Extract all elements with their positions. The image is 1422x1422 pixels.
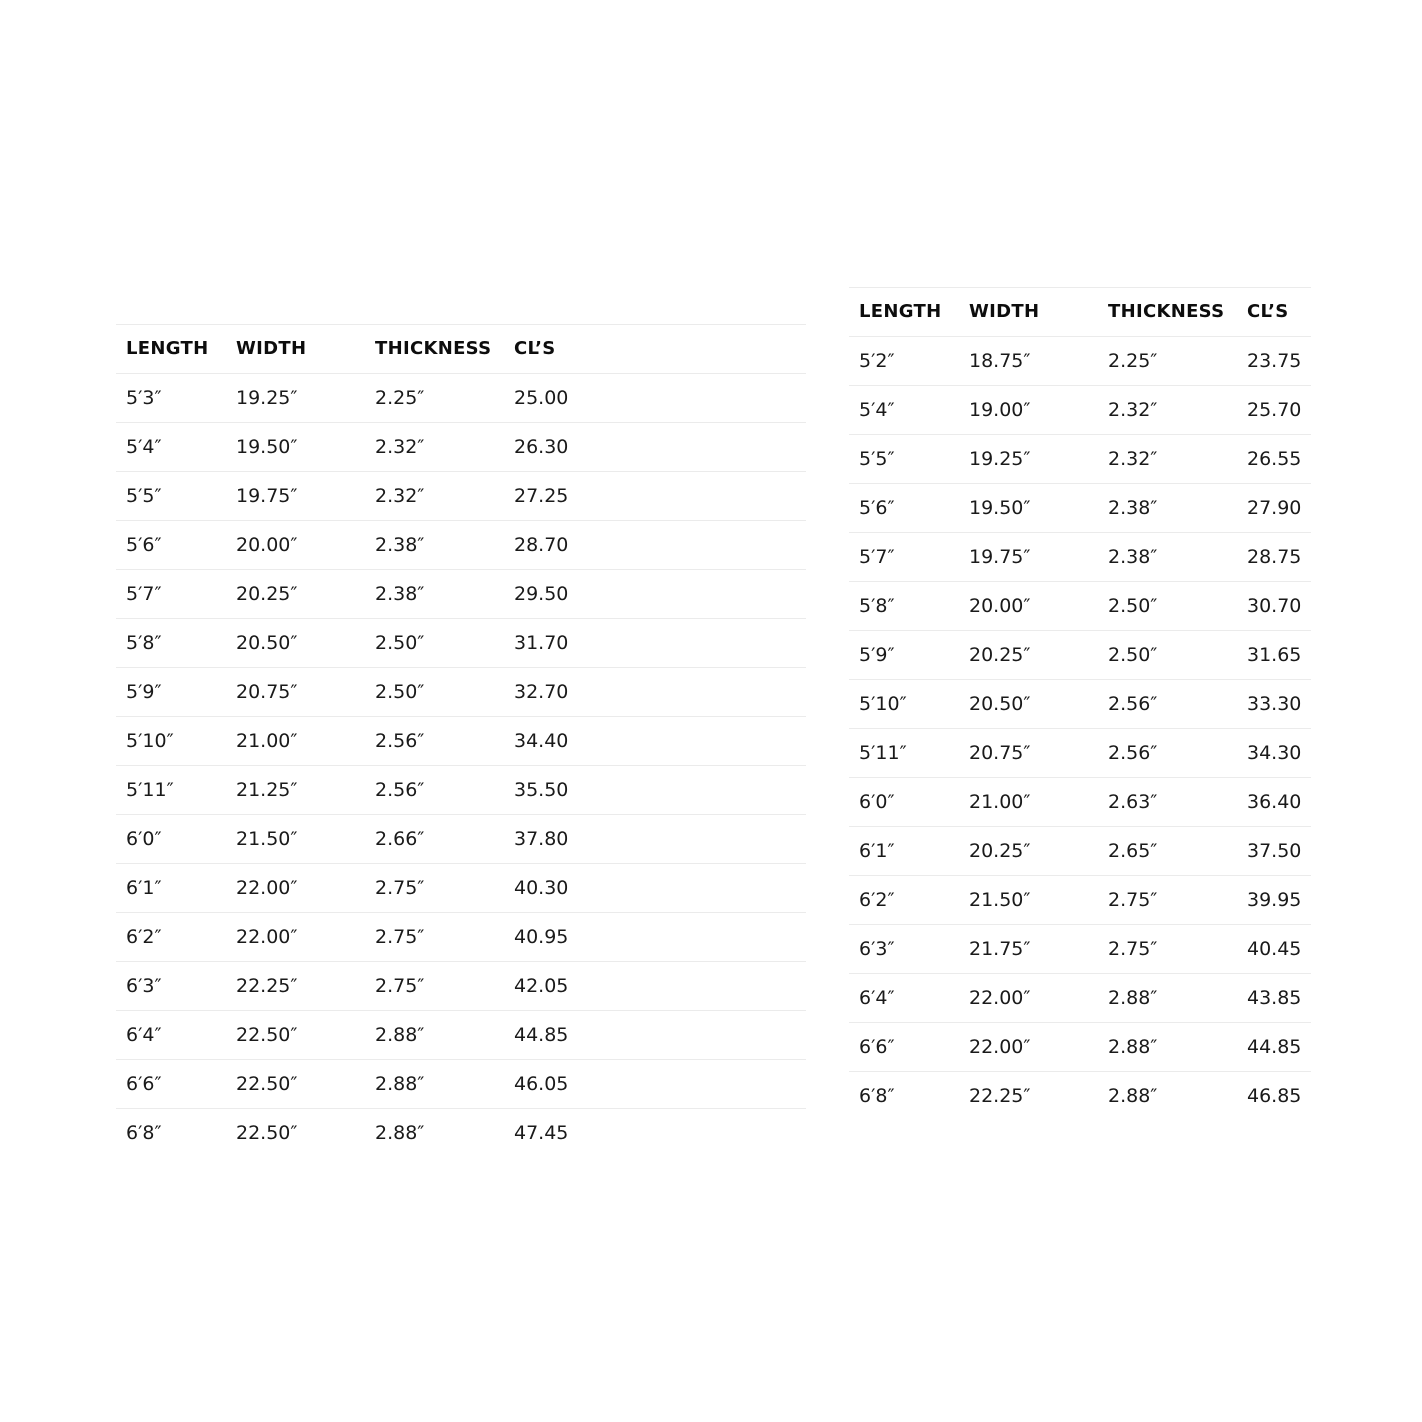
cell-cls: 25.70 xyxy=(1237,386,1311,435)
cell-cls: 46.85 xyxy=(1237,1072,1311,1121)
cell-cls: 29.50 xyxy=(504,570,806,619)
cell-width: 19.25″ xyxy=(959,435,1098,484)
cell-width: 20.50″ xyxy=(959,680,1098,729)
cell-width: 19.50″ xyxy=(959,484,1098,533)
cell-cls: 30.70 xyxy=(1237,582,1311,631)
cell-cls: 28.75 xyxy=(1237,533,1311,582)
cell-cls: 39.95 xyxy=(1237,876,1311,925)
cell-cls: 32.70 xyxy=(504,668,806,717)
cell-cls: 36.40 xyxy=(1237,778,1311,827)
cell-length: 6′6″ xyxy=(849,1023,959,1072)
cell-width: 22.25″ xyxy=(959,1072,1098,1121)
cell-length: 6′4″ xyxy=(849,974,959,1023)
cell-length: 5′6″ xyxy=(849,484,959,533)
cell-width: 20.75″ xyxy=(959,729,1098,778)
table-row xyxy=(116,962,806,1011)
cell-cls: 43.85 xyxy=(1237,974,1311,1023)
column-header-thickness: THICKNESS xyxy=(365,325,504,374)
cell-length: 5′4″ xyxy=(849,386,959,435)
cell-width: 22.50″ xyxy=(226,1109,365,1158)
cell-width: 21.25″ xyxy=(226,766,365,815)
cell-thickness: 2.38″ xyxy=(365,521,504,570)
cell-thickness: 2.75″ xyxy=(365,962,504,1011)
cell-thickness: 2.32″ xyxy=(1098,386,1237,435)
table-row xyxy=(116,423,806,472)
cell-cls: 42.05 xyxy=(504,962,806,1011)
cell-cls: 31.70 xyxy=(504,619,806,668)
cell-length: 5′3″ xyxy=(116,374,226,423)
cell-length: 6′4″ xyxy=(116,1011,226,1060)
cell-length: 6′0″ xyxy=(849,778,959,827)
cell-length: 5′7″ xyxy=(849,533,959,582)
table-row xyxy=(849,925,1311,974)
cell-length: 6′0″ xyxy=(116,815,226,864)
table-row xyxy=(849,386,1311,435)
table-row xyxy=(849,1023,1311,1072)
table-row xyxy=(116,766,806,815)
cell-width: 21.00″ xyxy=(226,717,365,766)
column-header-width: WIDTH xyxy=(959,288,1098,337)
cell-length: 6′3″ xyxy=(116,962,226,1011)
cell-length: 5′2″ xyxy=(849,337,959,386)
table-row xyxy=(116,521,806,570)
cell-width: 21.00″ xyxy=(959,778,1098,827)
table-row xyxy=(116,374,806,423)
table-row xyxy=(849,876,1311,925)
cell-cls: 40.45 xyxy=(1237,925,1311,974)
table-row xyxy=(116,1060,806,1109)
table-row xyxy=(849,827,1311,876)
cell-width: 19.25″ xyxy=(226,374,365,423)
cell-width: 22.25″ xyxy=(226,962,365,1011)
cell-thickness: 2.50″ xyxy=(365,668,504,717)
cell-thickness: 2.32″ xyxy=(365,472,504,521)
cell-width: 20.50″ xyxy=(226,619,365,668)
cell-length: 6′1″ xyxy=(116,864,226,913)
cell-thickness: 2.25″ xyxy=(365,374,504,423)
cell-thickness: 2.66″ xyxy=(365,815,504,864)
cell-thickness: 2.25″ xyxy=(1098,337,1237,386)
column-header-length: LENGTH xyxy=(849,288,959,337)
cell-width: 20.25″ xyxy=(959,827,1098,876)
cell-thickness: 2.63″ xyxy=(1098,778,1237,827)
cell-length: 5′4″ xyxy=(116,423,226,472)
table-row xyxy=(116,815,806,864)
cell-thickness: 2.38″ xyxy=(1098,484,1237,533)
cell-cls: 26.30 xyxy=(504,423,806,472)
cell-length: 5′9″ xyxy=(116,668,226,717)
cell-thickness: 2.88″ xyxy=(365,1060,504,1109)
cell-length: 6′8″ xyxy=(116,1109,226,1158)
cell-width: 19.75″ xyxy=(959,533,1098,582)
cell-thickness: 2.75″ xyxy=(365,913,504,962)
cell-length: 6′1″ xyxy=(849,827,959,876)
column-header-thickness: THICKNESS xyxy=(1098,288,1237,337)
table-row xyxy=(849,778,1311,827)
cell-thickness: 2.56″ xyxy=(365,717,504,766)
table-row xyxy=(116,619,806,668)
cell-width: 19.75″ xyxy=(226,472,365,521)
cell-length: 5′10″ xyxy=(849,680,959,729)
cell-length: 5′6″ xyxy=(116,521,226,570)
table-header-row xyxy=(116,325,806,374)
cell-thickness: 2.50″ xyxy=(365,619,504,668)
cell-width: 22.50″ xyxy=(226,1060,365,1109)
cell-width: 21.50″ xyxy=(959,876,1098,925)
cell-length: 5′7″ xyxy=(116,570,226,619)
cell-cls: 35.50 xyxy=(504,766,806,815)
table-row xyxy=(116,668,806,717)
cell-thickness: 2.38″ xyxy=(365,570,504,619)
cell-cls: 31.65 xyxy=(1237,631,1311,680)
table-row xyxy=(116,913,806,962)
size-table-right xyxy=(849,287,1311,1120)
cell-cls: 34.40 xyxy=(504,717,806,766)
cell-thickness: 2.32″ xyxy=(1098,435,1237,484)
cell-cls: 40.30 xyxy=(504,864,806,913)
cell-thickness: 2.56″ xyxy=(1098,680,1237,729)
cell-cls: 47.45 xyxy=(504,1109,806,1158)
cell-width: 19.00″ xyxy=(959,386,1098,435)
cell-length: 5′5″ xyxy=(849,435,959,484)
cell-cls: 46.05 xyxy=(504,1060,806,1109)
cell-width: 22.00″ xyxy=(226,864,365,913)
cell-thickness: 2.88″ xyxy=(1098,1072,1237,1121)
cell-thickness: 2.75″ xyxy=(365,864,504,913)
column-header-length: LENGTH xyxy=(116,325,226,374)
cell-thickness: 2.50″ xyxy=(1098,631,1237,680)
cell-thickness: 2.75″ xyxy=(1098,876,1237,925)
column-header-width: WIDTH xyxy=(226,325,365,374)
table-row xyxy=(849,582,1311,631)
cell-width: 18.75″ xyxy=(959,337,1098,386)
cell-length: 5′8″ xyxy=(116,619,226,668)
table-row xyxy=(849,435,1311,484)
cell-length: 5′10″ xyxy=(116,717,226,766)
cell-thickness: 2.88″ xyxy=(1098,1023,1237,1072)
cell-thickness: 2.56″ xyxy=(365,766,504,815)
cell-cls: 34.30 xyxy=(1237,729,1311,778)
cell-thickness: 2.32″ xyxy=(365,423,504,472)
table-header-row xyxy=(849,288,1311,337)
cell-length: 5′11″ xyxy=(849,729,959,778)
cell-width: 20.00″ xyxy=(959,582,1098,631)
table-row xyxy=(849,337,1311,386)
cell-width: 20.00″ xyxy=(226,521,365,570)
cell-length: 6′8″ xyxy=(849,1072,959,1121)
cell-length: 5′11″ xyxy=(116,766,226,815)
table-row xyxy=(849,533,1311,582)
cell-width: 20.25″ xyxy=(226,570,365,619)
table-row xyxy=(116,864,806,913)
table-row xyxy=(116,1011,806,1060)
cell-cls: 28.70 xyxy=(504,521,806,570)
cell-cls: 44.85 xyxy=(1237,1023,1311,1072)
cell-width: 21.75″ xyxy=(959,925,1098,974)
column-header-cls: CL’S xyxy=(1237,288,1311,337)
cell-width: 22.00″ xyxy=(959,1023,1098,1072)
cell-length: 5′5″ xyxy=(116,472,226,521)
cell-cls: 37.50 xyxy=(1237,827,1311,876)
size-table-left xyxy=(116,324,806,1157)
cell-thickness: 2.88″ xyxy=(1098,974,1237,1023)
cell-cls: 44.85 xyxy=(504,1011,806,1060)
cell-thickness: 2.50″ xyxy=(1098,582,1237,631)
cell-thickness: 2.38″ xyxy=(1098,533,1237,582)
cell-cls: 26.55 xyxy=(1237,435,1311,484)
table-row xyxy=(849,974,1311,1023)
table-row xyxy=(849,680,1311,729)
cell-width: 20.75″ xyxy=(226,668,365,717)
cell-thickness: 2.88″ xyxy=(365,1109,504,1158)
cell-length: 6′3″ xyxy=(849,925,959,974)
table-row xyxy=(116,472,806,521)
cell-cls: 27.90 xyxy=(1237,484,1311,533)
cell-cls: 40.95 xyxy=(504,913,806,962)
table-row xyxy=(849,631,1311,680)
cell-cls: 27.25 xyxy=(504,472,806,521)
cell-thickness: 2.75″ xyxy=(1098,925,1237,974)
cell-cls: 25.00 xyxy=(504,374,806,423)
cell-length: 5′9″ xyxy=(849,631,959,680)
cell-cls: 37.80 xyxy=(504,815,806,864)
cell-length: 6′2″ xyxy=(849,876,959,925)
cell-thickness: 2.56″ xyxy=(1098,729,1237,778)
column-header-cls: CL’S xyxy=(504,325,806,374)
cell-length: 5′8″ xyxy=(849,582,959,631)
table-row xyxy=(116,717,806,766)
cell-width: 20.25″ xyxy=(959,631,1098,680)
cell-cls: 33.30 xyxy=(1237,680,1311,729)
table-row xyxy=(849,729,1311,778)
cell-width: 22.00″ xyxy=(959,974,1098,1023)
table-row xyxy=(116,1109,806,1158)
cell-thickness: 2.65″ xyxy=(1098,827,1237,876)
cell-length: 6′2″ xyxy=(116,913,226,962)
cell-width: 19.50″ xyxy=(226,423,365,472)
table-row xyxy=(116,570,806,619)
cell-width: 22.50″ xyxy=(226,1011,365,1060)
table-row xyxy=(849,484,1311,533)
cell-thickness: 2.88″ xyxy=(365,1011,504,1060)
cell-cls: 23.75 xyxy=(1237,337,1311,386)
table-row xyxy=(849,1072,1311,1121)
cell-width: 22.00″ xyxy=(226,913,365,962)
cell-width: 21.50″ xyxy=(226,815,365,864)
cell-length: 6′6″ xyxy=(116,1060,226,1109)
